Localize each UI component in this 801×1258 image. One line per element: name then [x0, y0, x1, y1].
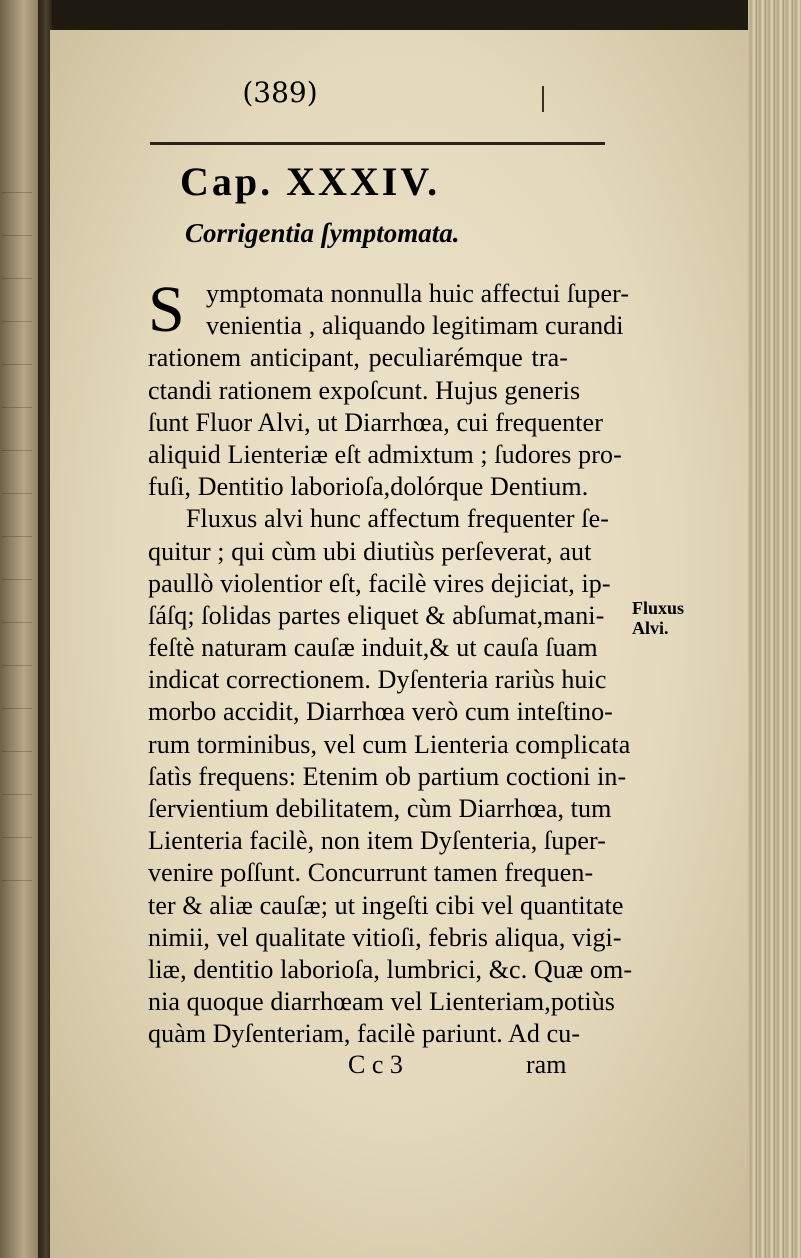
page-mark	[542, 86, 544, 112]
text-line: quitur ; qui cùm ubi diutiùs perſeverat, aut	[148, 536, 592, 566]
text-line: ſáſq; ſolidas partes eliquet & abſumat,mani-	[148, 600, 605, 630]
text-line: feſtè naturam cauſæ induit,& ut cauſa ſuam	[148, 633, 598, 663]
text-line: venientia , aliquando legitimam curandi	[206, 311, 624, 341]
text-line: ſervientium debilitatem, cùm Diarrhœa, tum	[148, 794, 612, 823]
text-line: rum torminibus, vel cum Lienteria complicata	[148, 729, 631, 759]
text-line: ctandi rationem expoſcunt. Hujus generis	[148, 375, 581, 405]
text-line: morbo accidit, Diarrhœa verò cum inteſtino-	[148, 697, 613, 727]
text-line: indicat correctionem. Dyſenteria rariùs huic	[148, 665, 607, 695]
text-line: nimii, vel qualitate vitioſi, febris aliqua, vigi-	[148, 922, 622, 952]
left-page-edge	[0, 0, 40, 1258]
text-line: ter & aliæ cauſæ; ut ingeſti cibi vel quantitate	[148, 890, 624, 920]
page-number: (389)	[242, 76, 318, 109]
body-text	[148, 273, 633, 1051]
chapter-heading: Cap. XXXIV.	[180, 159, 441, 204]
margin-note	[632, 598, 692, 638]
text-line: venire poſſunt. Concurrunt tamen frequen-	[148, 858, 594, 888]
page-stack-edge	[748, 0, 801, 1258]
margin-note-line: Alvi.	[632, 618, 669, 638]
text-line: aliquid Lienteriæ eſt admixtum ; ſudores pro-	[148, 439, 622, 469]
text-line: fuſi, Dentitio laborioſa,dolórque Dentium.	[148, 472, 589, 502]
left-page-fragments	[2, 150, 32, 881]
text-line: Fluxus alvi hunc affectum frequenter ſe-	[186, 504, 609, 534]
text-line: quàm Dyſenteriam, facilè pariunt. Ad cu-	[148, 1019, 581, 1049]
text-line: ſunt Fluor Alvi, ut Diarrhœa, cui frequenter	[148, 407, 603, 437]
text-line: ſatìs frequens: Etenim ob partium coctioni in-	[148, 761, 627, 791]
drop-cap: S	[148, 273, 185, 346]
text-line: liæ, dentitio laborioſa, lumbrici, &c. Quæ om-	[148, 954, 633, 984]
text-line: Symptomata nonnulla huic affectui ſuper-	[148, 273, 630, 346]
text-line: paullò violentior eſt, facilè vires dejiciat, ip-	[148, 568, 611, 598]
text-line: nia quoque diarrhœam vel Lienteriam,potiùs	[148, 987, 616, 1017]
chapter-subtitle: Corrigentia ſymptomata.	[185, 218, 460, 248]
text-line: rationem anticipant, peculiarémque tra-	[148, 343, 568, 373]
header-rule	[150, 142, 605, 145]
catchword: ram	[526, 1050, 567, 1079]
text-line: Lienteria facilè, non item Dyſenteria, ſuper-	[148, 826, 607, 856]
signature-mark: C c 3	[348, 1050, 403, 1079]
margin-note-line: Fluxus	[632, 598, 685, 618]
